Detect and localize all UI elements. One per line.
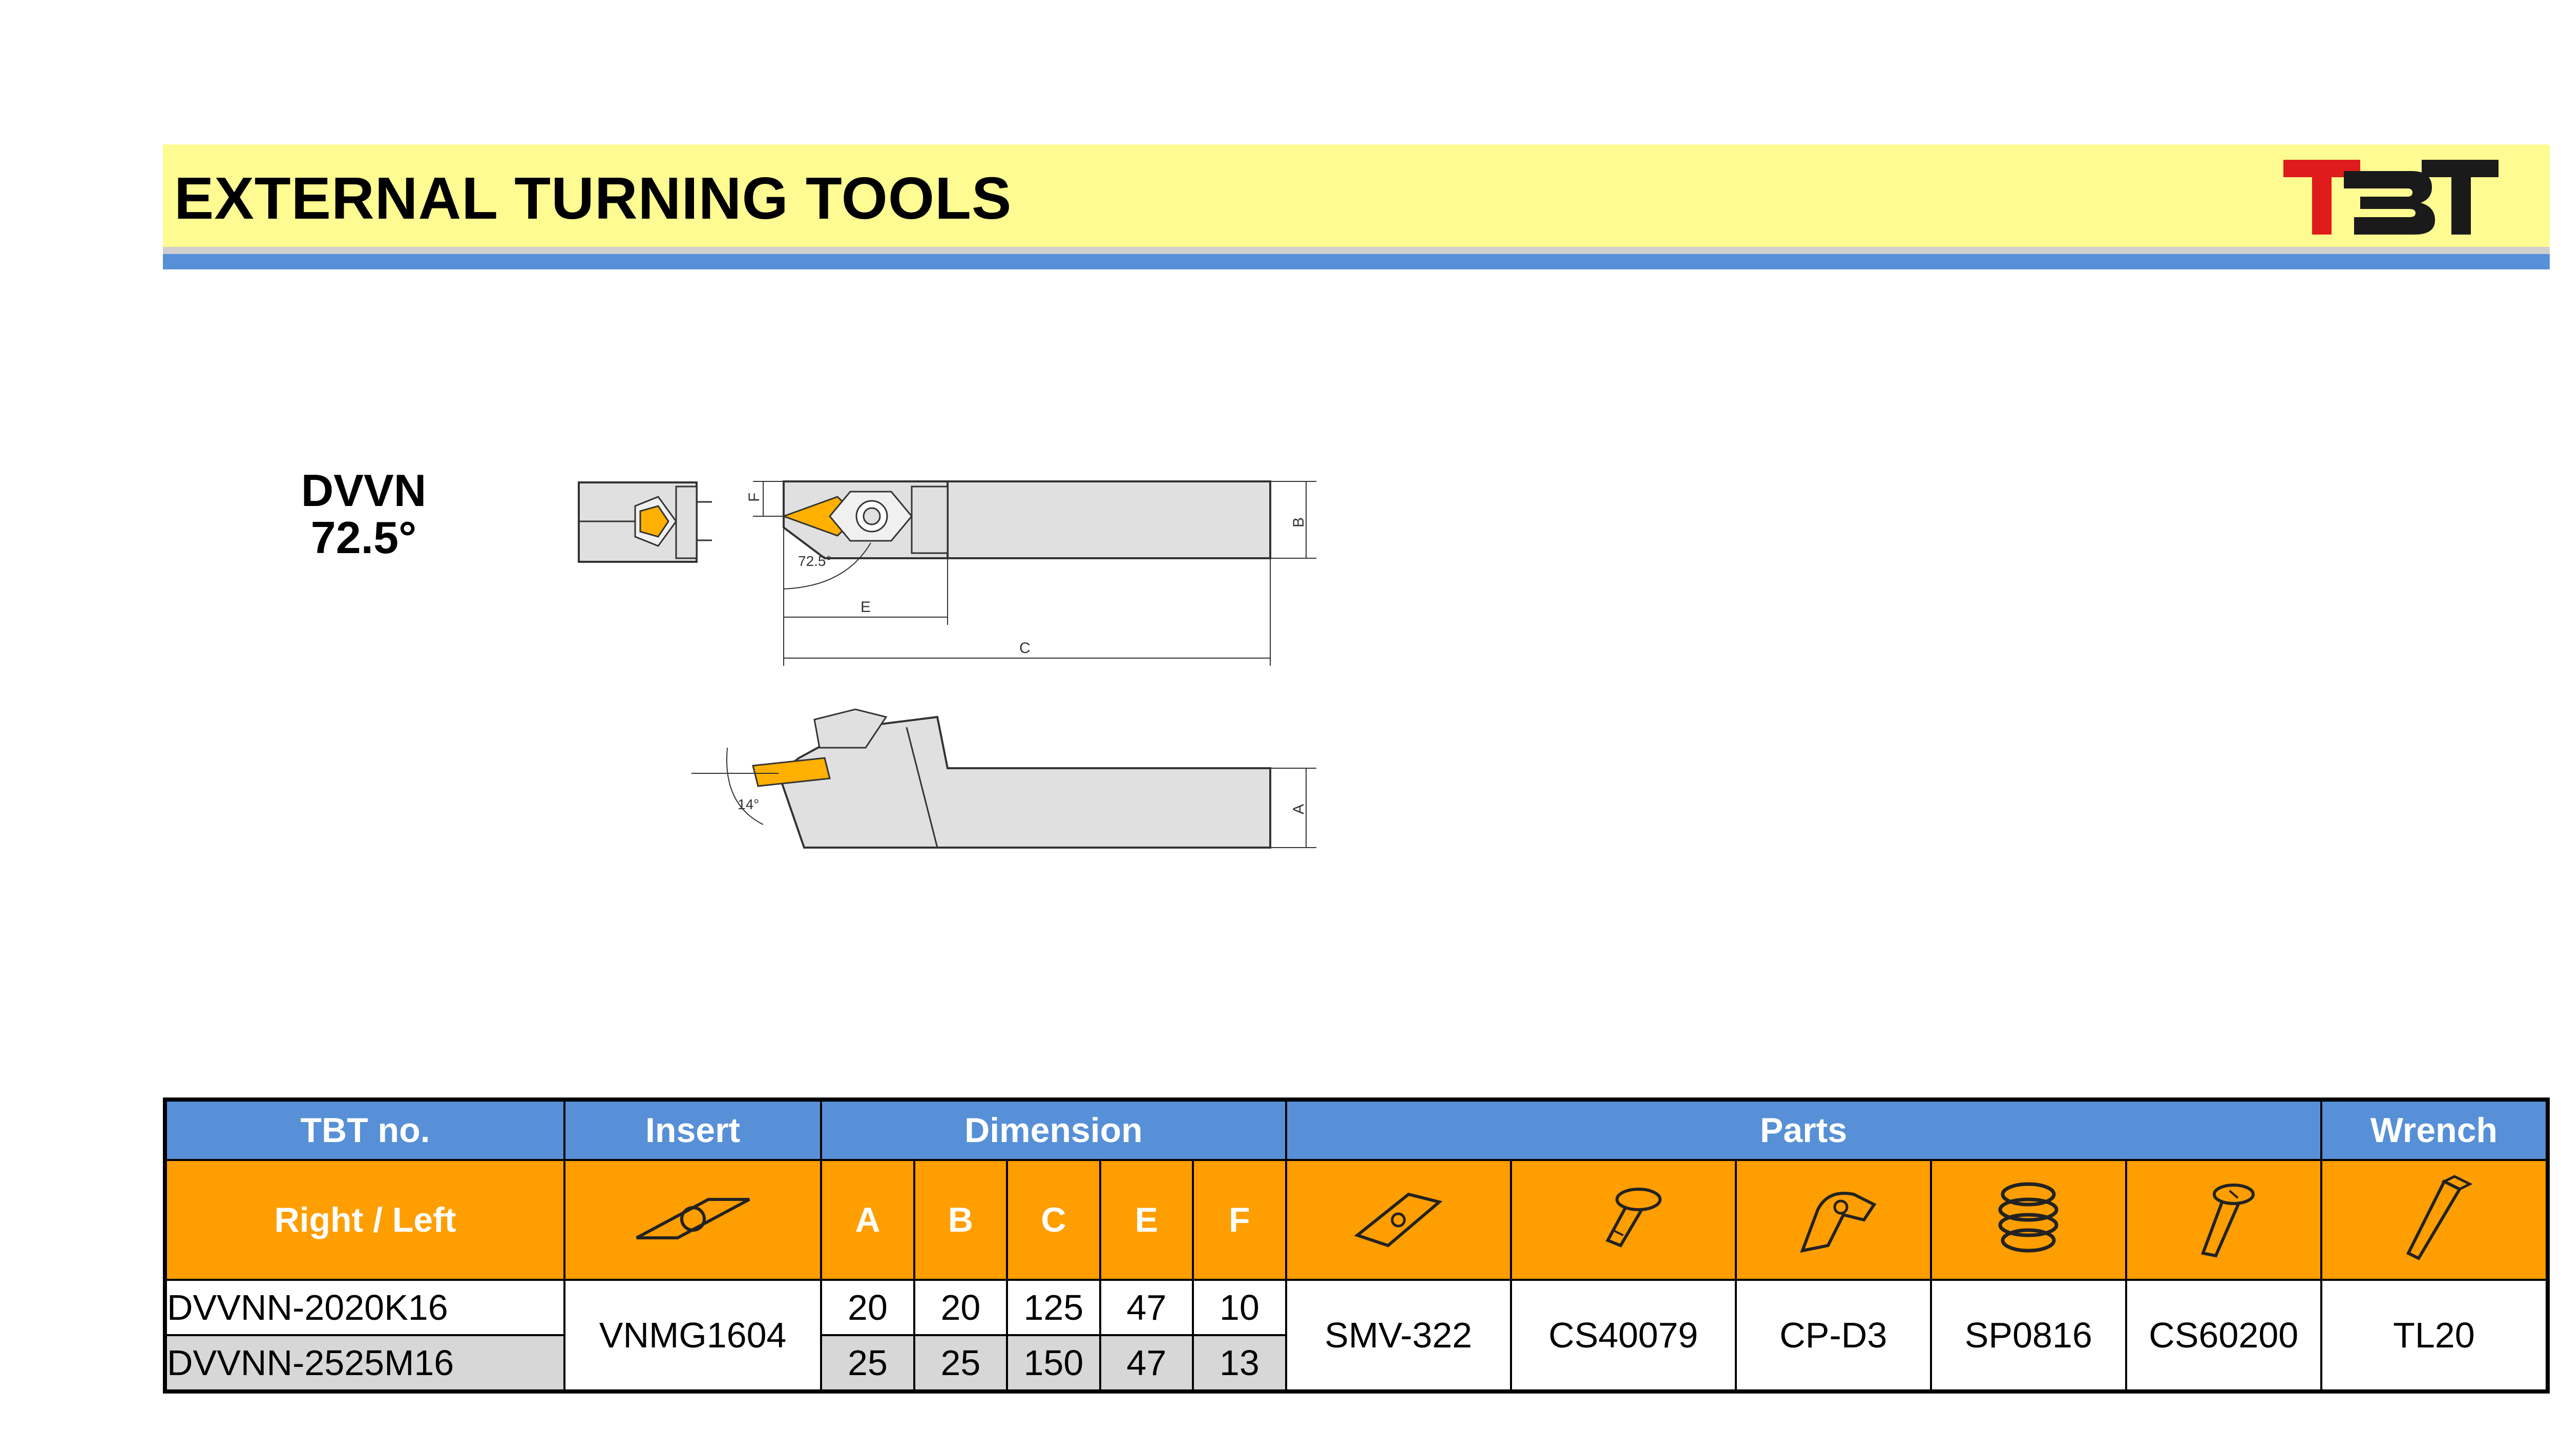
tbt-logo (2283, 156, 2499, 238)
clearance-angle-label: 14° (738, 796, 760, 812)
row-1-dim-a: 20 (821, 1280, 914, 1335)
end-view (579, 482, 712, 562)
model-code: DVVN (301, 465, 427, 516)
row-1-tbt-no: DVVNN-2020K16 (165, 1280, 564, 1335)
part-shim-screw: CS40079 (1511, 1280, 1736, 1391)
shim-screw-icon (1511, 1160, 1736, 1280)
rhombic-insert-icon (564, 1160, 821, 1280)
dim-label-f: F (746, 492, 763, 502)
part-shim: SMV-322 (1286, 1280, 1511, 1391)
subheader-dim-c: C (1007, 1160, 1100, 1280)
dim-label-c: C (1019, 640, 1031, 657)
side-view (691, 709, 1316, 848)
header-row (165, 1100, 2548, 1160)
approach-angle-label: 72.5° (798, 553, 832, 569)
subheader-dim-a: A (821, 1160, 914, 1280)
hex-key-icon (2321, 1160, 2548, 1280)
header-parts: Parts (1286, 1100, 2321, 1160)
model-angle: 72.5° (310, 512, 417, 563)
part-spring: SP0816 (1931, 1280, 2126, 1391)
row-2-dim-c: 150 (1007, 1335, 1100, 1391)
row-1-dim-b: 20 (914, 1280, 1007, 1335)
header-tbt-no: TBT no. (165, 1100, 564, 1160)
header-insert: Insert (564, 1100, 821, 1160)
subheader-dim-f: F (1193, 1160, 1286, 1280)
shim-icon (1286, 1160, 1511, 1280)
clamp-screw-icon (2126, 1160, 2321, 1280)
spring-icon (1931, 1160, 2126, 1280)
subheader-row (165, 1160, 2548, 1280)
spec-table (163, 1098, 2550, 1394)
header-rule-grey (163, 247, 2550, 254)
row-1-dim-c: 125 (1007, 1280, 1100, 1335)
dim-label-e: E (860, 599, 871, 616)
insert-code: VNMG1604 (564, 1280, 821, 1391)
model-label (266, 467, 461, 561)
top-view (746, 481, 1316, 666)
header-band (163, 144, 2550, 247)
page-title: EXTERNAL TURNING TOOLS (174, 165, 1012, 231)
part-clamp: CP-D3 (1736, 1280, 1931, 1391)
wrench-code: TL20 (2321, 1280, 2548, 1391)
row-1-dim-f: 10 (1193, 1280, 1286, 1335)
header-wrench: Wrench (2321, 1100, 2548, 1160)
clamp-icon (1736, 1160, 1931, 1280)
dim-label-b: B (1290, 517, 1307, 527)
row-1-dim-e: 47 (1100, 1280, 1193, 1335)
table-row (165, 1280, 2548, 1335)
subheader-hand: Right / Left (165, 1160, 564, 1280)
dim-label-a: A (1290, 804, 1307, 814)
row-2-dim-a: 25 (821, 1335, 914, 1391)
row-2-dim-f: 13 (1193, 1335, 1286, 1391)
row-2-dim-e: 47 (1100, 1335, 1193, 1391)
subheader-dim-b: B (914, 1160, 1007, 1280)
part-clamp-screw: CS60200 (2126, 1280, 2321, 1391)
row-2-dim-b: 25 (914, 1335, 1007, 1391)
subheader-dim-e: E (1100, 1160, 1193, 1280)
header-dimension: Dimension (821, 1100, 1286, 1160)
header-rule-blue (163, 254, 2550, 269)
row-2-tbt-no: DVVNN-2525M16 (165, 1335, 564, 1391)
technical-drawing (558, 451, 1388, 860)
